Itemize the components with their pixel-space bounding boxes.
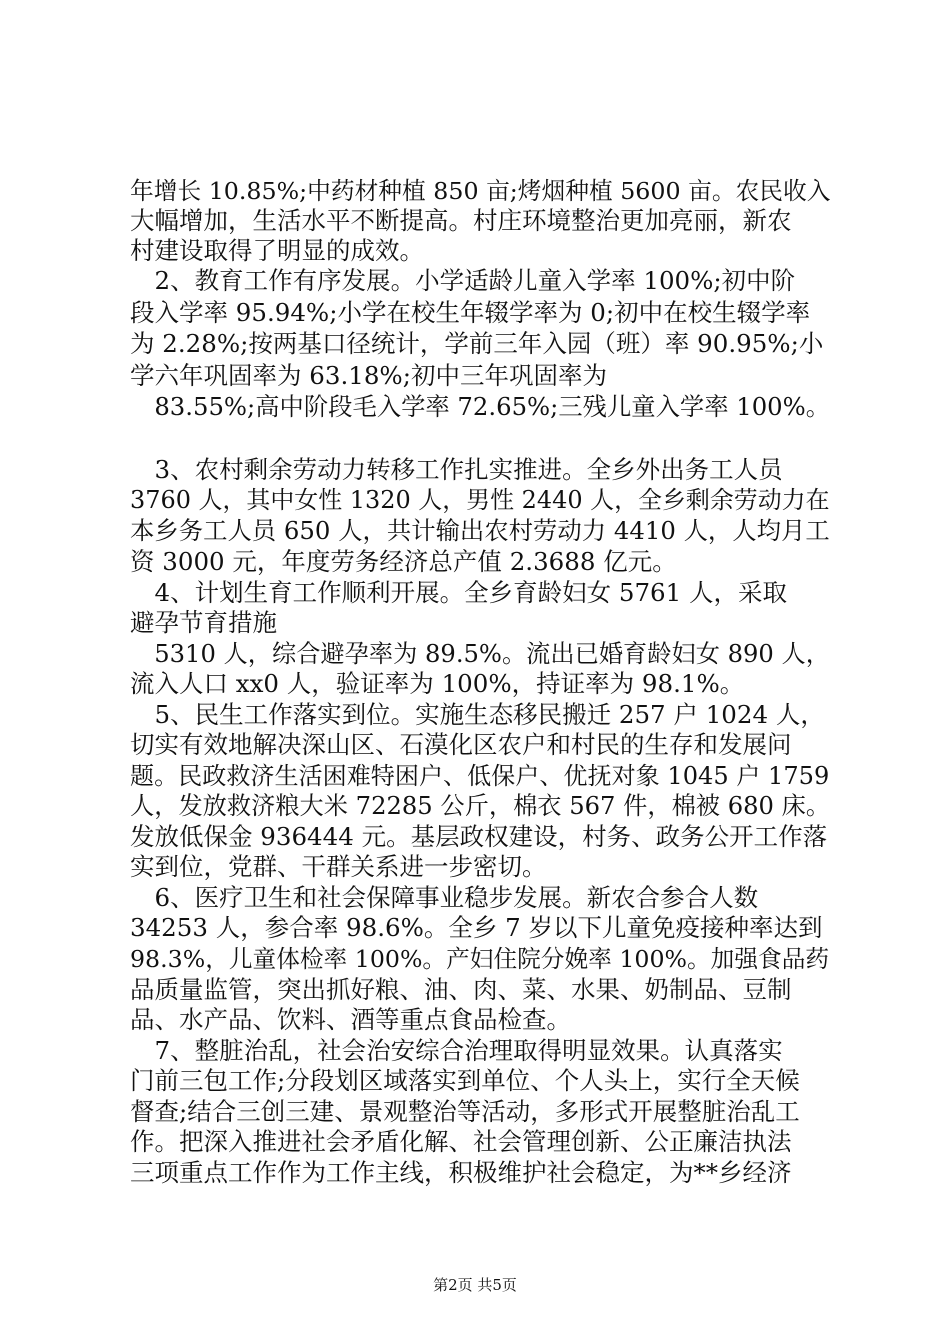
text-line: 3760 人，其中女性 1320 人，男性 2440 人，全乡剩余劳动力在 [130, 486, 830, 514]
text-line: 年增长 10.85%;中药材种植 850 亩;烤烟种植 5600 亩。农民收入 [130, 177, 831, 205]
text-line: 发放低保金 936444 元。基层政权建设，村务、政务公开工作落 [130, 822, 828, 851]
text-line: 5310 人，综合避孕率为 89.5%。流出已婚育龄妇女 890 人， [130, 640, 830, 668]
text-line: 流入人口 xx0 人，验证率为 100%，持证率为 98.1%。 [130, 669, 745, 698]
text-line: 品质量监管，突出抓好粮、油、肉、菜、水果、奶制品、豆制 [130, 975, 792, 1004]
text-line: 资 3000 元，年度劳务经济总产值 2.3688 亿元。 [130, 547, 677, 576]
text-line: 6、医疗卫生和社会保障事业稳步发展。新农合参合人数 [130, 883, 759, 912]
text-line: 大幅增加，生活水平不断提高。村庄环境整治更加亮丽，新农 [130, 206, 792, 235]
text-line: 4、计划生育工作顺利开展。全乡育龄妇女 5761 人，采取 [130, 578, 788, 607]
text-line: 题。民政救济生活困难特困户、低保户、优抚对象 1045 户 1759 [130, 762, 830, 790]
text-line: 7、整脏治乱，社会治安综合治理取得明显效果。认真落实 [130, 1036, 783, 1065]
text-line: 三项重点工作作为工作主线，积极维护社会稳定，为**乡经济 [130, 1158, 792, 1187]
text-line: 门前三包工作;分段划区域落实到单位、个人头上，实行全天候 [130, 1066, 800, 1095]
text-line: 3、农村剩余劳动力转移工作扎实推进。全乡外出务工人员 [130, 455, 783, 484]
text-line: 人，发放救济粮大米 72285 公斤，棉衣 567 件，棉被 680 床。 [130, 792, 831, 820]
text-line: 98.3%，儿童体检率 100%。产妇住院分娩率 100%。加强食品药 [130, 945, 830, 973]
text-line: 避孕节育措施 [130, 608, 277, 637]
text-line: 34253 人，参合率 98.6%。全乡 7 岁以下儿童免疫接种率达到 [130, 913, 823, 942]
text-line: 学六年巩固率为 63.18%;初中三年巩固率为 [130, 361, 607, 390]
text-line: 为 2.28%;按两基口径统计，学前三年入园（班）率 90.95%;小 [130, 329, 824, 358]
text-line: 2、教育工作有序发展。小学适龄儿童入学率 100%;初中阶 [130, 266, 796, 295]
text-line: 5、民生工作落实到位。实施生态移民搬迁 257 户 1024 人， [130, 700, 825, 729]
text-line: 村建设取得了明显的成效。 [130, 236, 424, 265]
text-line: 段入学率 95.94%;小学在校生年辍学率为 0;初中在校生辍学率 [130, 298, 811, 327]
text-line: 实到位，党群、干群关系进一步密切。 [130, 852, 547, 881]
text-line: 本乡务工人员 650 人，共计输出农村劳动力 4410 人，人均月工 [130, 516, 830, 545]
text-line: 品、水产品、饮料、酒等重点食品检查。 [130, 1005, 571, 1034]
page-footer: 第2页 共5页 [433, 1276, 517, 1294]
text-line: 切实有效地解决深山区、石漠化区农户和村民的生存和发展问 [130, 730, 792, 759]
text-line: 督查;结合三创三建、景观整治等活动，多形式开展整脏治乱工 [130, 1097, 800, 1126]
text-line: 作。把深入推进社会矛盾化解、社会管理创新、公正廉洁执法 [130, 1127, 792, 1156]
text-line: 83.55%;高中阶段毛入学率 72.65%;三残儿童入学率 100%。 [130, 392, 831, 421]
